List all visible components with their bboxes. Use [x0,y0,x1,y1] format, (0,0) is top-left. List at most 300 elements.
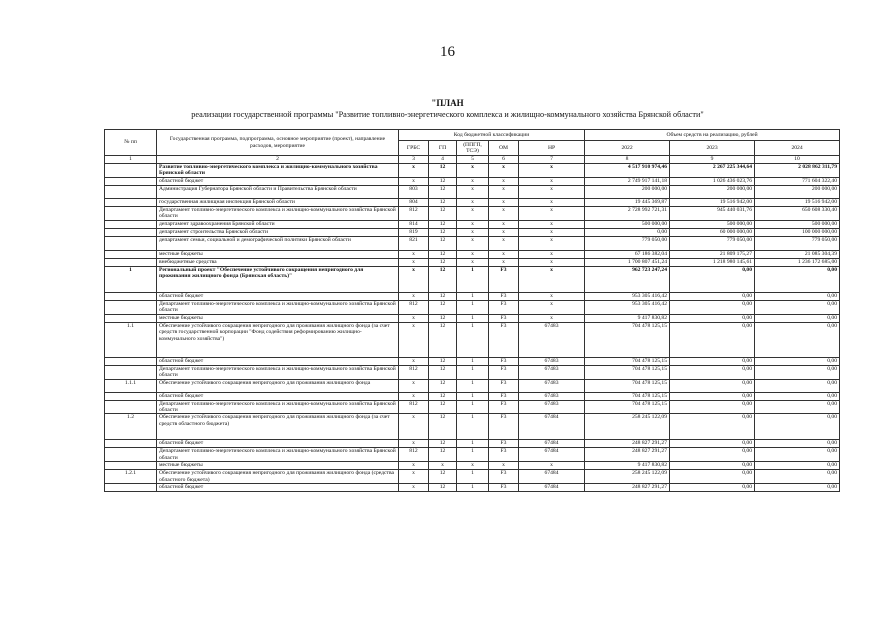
table-row [105,322,840,357]
cell-name: областной бюджет [157,392,399,400]
document-title: "ПЛАН [431,98,464,108]
cell-name: областной бюджет [157,178,399,186]
cell-gp: 12 [429,251,457,259]
cell-name: местные бюджеты [157,314,399,322]
cell-name: Обеспечение устойчивого сокращения непригодного для проживания жилищного фонда (средства областного бюджета) [157,470,399,484]
cell-num [105,357,157,365]
cell-om: F3 [489,400,519,414]
cell-gp: 12 [429,293,457,301]
cell-grbs: х [399,322,429,357]
cell-2022: 0,00 [585,229,670,237]
cell-ppgp: 1 [457,392,489,400]
cell-om: х [489,259,519,267]
table-row [105,448,840,462]
cell-ppgp: х [457,221,489,229]
cell-gp: 12 [429,186,457,199]
header-num: № пп [105,130,157,156]
cell-grbs: 803 [399,186,429,199]
cell-om: F3 [489,267,519,293]
cell-om: F3 [489,392,519,400]
cell-nr: х [519,267,585,293]
cell-2023: 0,00 [670,357,755,365]
cell-ppgp: 1 [457,448,489,462]
cell-2023: 2 267 225 344,64 [670,164,755,178]
cell-name: Департамент топливно-энергетического комплекса и жилищно-коммунального хозяйства Брянской области [157,448,399,462]
cell-ppgp: 1 [457,470,489,484]
cell-ppgp: х [457,207,489,221]
cell-2023: 779 050,00 [670,237,755,251]
cell-name: областной бюджет [157,440,399,448]
table-row [105,259,840,267]
column-number: 5 [457,156,489,164]
column-number: 3 [399,156,429,164]
cell-grbs: х [399,484,429,492]
cell-num [105,221,157,229]
cell-nr: 67484 [519,448,585,462]
cell-ppgp: 1 [457,314,489,322]
table-row [105,186,840,199]
cell-nr: 67484 [519,470,585,484]
cell-2024: 0,00 [755,379,840,392]
cell-2024: 0,00 [755,357,840,365]
cell-2022: 953 305 416,42 [585,293,670,301]
cell-name: Региональный проект "Обеспечение устойчивого сокращения непригодного для проживания жилищного фонда (Брянская область)" [157,267,399,293]
cell-name: Обеспечение устойчивого сокращения непригодного для проживания жилищного фонда (за счет средств областного бюджета) [157,414,399,440]
cell-2024: 0,00 [755,293,840,301]
cell-2023: 0,00 [670,448,755,462]
table-row [105,484,840,492]
cell-2024: 21 085 304,39 [755,251,840,259]
cell-2022: 2 749 917 141,18 [585,178,670,186]
cell-ppgp: х [457,237,489,251]
cell-num: 1.1 [105,322,157,357]
column-number: 10 [755,156,840,164]
column-number: 8 [585,156,670,164]
cell-name: Департамент топливно-энергетического комплекса и жилищно-коммунального хозяйства Брянской области [157,207,399,221]
cell-gp: 12 [429,199,457,207]
cell-2023: 0,00 [670,440,755,448]
header-budget-codes: Код бюджетной классификации [399,130,585,141]
cell-nr: х [519,186,585,199]
table-row [105,392,840,400]
cell-gp: 12 [429,221,457,229]
cell-om: F3 [489,357,519,365]
cell-num [105,365,157,379]
cell-num [105,207,157,221]
cell-2023: 1 218 980 145,61 [670,259,755,267]
cell-num [105,178,157,186]
cell-2023: 0,00 [670,484,755,492]
cell-2022: 258 245 122,09 [585,470,670,484]
cell-ppgp: х [457,178,489,186]
cell-2024: 771 604 322,40 [755,178,840,186]
cell-om: F3 [489,322,519,357]
cell-2023: 0,00 [670,322,755,357]
cell-grbs: х [399,164,429,178]
cell-name: Департамент топливно-энергетического комплекса и жилищно-коммунального хозяйства Брянской области [157,301,399,315]
table-row [105,251,840,259]
cell-name: Департамент топливно-энергетического комплекса и жилищно-коммунального хозяйства Брянской области [157,365,399,379]
table-row [105,237,840,251]
cell-gp: 12 [429,322,457,357]
cell-nr: х [519,237,585,251]
cell-num [105,164,157,178]
cell-om: х [489,251,519,259]
cell-num [105,229,157,237]
cell-name: Департамент топливно-энергетического комплекса и жилищно-коммунального хозяйства Брянской области [157,400,399,414]
cell-gp: 12 [429,470,457,484]
table-row [105,207,840,221]
cell-gp: 12 [429,229,457,237]
cell-ppgp: х [457,259,489,267]
cell-grbs: 819 [399,229,429,237]
cell-grbs: 812 [399,301,429,315]
cell-ppgp: х [457,164,489,178]
cell-name: местные бюджеты [157,462,399,470]
cell-nr: х [519,251,585,259]
cell-nr: х [519,462,585,470]
cell-ppgp: 1 [457,414,489,440]
cell-gp: х [429,462,457,470]
cell-nr: 67484 [519,414,585,440]
cell-om: х [489,229,519,237]
column-number: 7 [519,156,585,164]
cell-ppgp: х [457,251,489,259]
cell-2022: 704 478 125,15 [585,392,670,400]
column-number: 9 [670,156,755,164]
cell-2022: 2 728 992 721,31 [585,207,670,221]
cell-nr: 67483 [519,392,585,400]
table-row [105,267,840,293]
table-row [105,293,840,301]
page-number: 16 [440,44,455,60]
cell-name: областной бюджет [157,293,399,301]
table-row [105,365,840,379]
cell-2023: 19 516 942,00 [670,199,755,207]
cell-nr: х [519,293,585,301]
cell-2024: 650 608 330,40 [755,207,840,221]
cell-2024: 200 000,00 [755,186,840,199]
cell-om: х [489,462,519,470]
table-row [105,400,840,414]
column-number: 6 [489,156,519,164]
cell-om: F3 [489,379,519,392]
cell-2022: 200 000,00 [585,186,670,199]
cell-nr: 67483 [519,357,585,365]
cell-2022: 1 700 807 451,24 [585,259,670,267]
cell-2022: 248 827 291,27 [585,484,670,492]
cell-om: F3 [489,293,519,301]
cell-om: F3 [489,365,519,379]
cell-2022: 248 827 291,27 [585,440,670,448]
cell-2024: 779 050,00 [755,237,840,251]
cell-2024: 0,00 [755,301,840,315]
cell-name: областной бюджет [157,357,399,365]
column-number-row [105,156,840,164]
document-subtitle: реализации государственной программы "Развитие топливно-энергетического комплекса и жилищно-коммунального хозяйства Брянской области" [191,110,704,119]
cell-grbs: х [399,178,429,186]
table-row [105,470,840,484]
cell-grbs: 812 [399,207,429,221]
cell-2022: 704 478 125,15 [585,322,670,357]
cell-grbs: х [399,392,429,400]
cell-2024: 2 028 862 311,79 [755,164,840,178]
cell-nr: 67483 [519,379,585,392]
cell-om: F3 [489,414,519,440]
cell-nr: х [519,164,585,178]
header-gp: ГП [429,141,457,156]
cell-name: Обеспечение устойчивого сокращения непригодного для проживания жилищного фонда (за счет средств государственной корпорации "Фонд содействия реформированию жилищно-коммунального хозяйства") [157,322,399,357]
cell-2024: 1 236 172 685,00 [755,259,840,267]
cell-gp: 12 [429,392,457,400]
cell-2022: 953 305 416,42 [585,301,670,315]
cell-2022: 9 417 830,82 [585,462,670,470]
cell-ppgp: 1 [457,484,489,492]
cell-2023: 21 809 175,27 [670,251,755,259]
cell-gp: 12 [429,400,457,414]
cell-name: департамент здравоохранения Брянской области [157,221,399,229]
cell-om: F3 [489,470,519,484]
cell-grbs: х [399,470,429,484]
cell-gp: 12 [429,237,457,251]
cell-ppgp: 1 [457,440,489,448]
cell-2024: 0,00 [755,365,840,379]
cell-2022: 19 445 369,87 [585,199,670,207]
header-year-2024: 2024 [755,141,840,156]
cell-om: х [489,186,519,199]
cell-ppgp: 1 [457,322,489,357]
cell-2022: 704 478 125,15 [585,400,670,414]
cell-2024: 0,00 [755,414,840,440]
cell-2022: 962 723 247,24 [585,267,670,293]
cell-ppgp: 1 [457,365,489,379]
cell-grbs: х [399,357,429,365]
header-year-2022: 2022 [585,141,670,156]
cell-2024: 100 000 000,00 [755,229,840,237]
table-row [105,314,840,322]
cell-om: х [489,221,519,229]
cell-2023: 0,00 [670,293,755,301]
table-row [105,178,840,186]
cell-2023: 945 440 031,76 [670,207,755,221]
cell-2024: 0,00 [755,400,840,414]
cell-om: F3 [489,440,519,448]
cell-2024: 0,00 [755,484,840,492]
cell-om: F3 [489,301,519,315]
cell-num [105,392,157,400]
table-row [105,379,840,392]
cell-grbs: 821 [399,237,429,251]
cell-gp: 12 [429,164,457,178]
cell-2022: 500 000,00 [585,221,670,229]
cell-grbs: х [399,267,429,293]
header-ppgp: (ППГП, ТСЭ) [457,141,489,156]
cell-num [105,301,157,315]
cell-2022: 704 478 125,15 [585,365,670,379]
cell-num [105,186,157,199]
cell-num [105,293,157,301]
cell-num [105,440,157,448]
cell-om: х [489,178,519,186]
cell-nr: 67483 [519,365,585,379]
cell-om: х [489,199,519,207]
cell-2022: 779 050,00 [585,237,670,251]
cell-num [105,259,157,267]
cell-ppgp: 1 [457,301,489,315]
cell-2024: 0,00 [755,314,840,322]
cell-grbs: 812 [399,448,429,462]
cell-nr: 67484 [519,440,585,448]
cell-grbs: 814 [399,221,429,229]
table-body [105,156,840,492]
cell-gp: 12 [429,484,457,492]
header-nr: НР [519,141,585,156]
cell-ppgp: 1 [457,267,489,293]
cell-gp: 12 [429,207,457,221]
table-row [105,164,840,178]
cell-name: Администрация Губернатора Брянской области и Правительства Брянской области [157,186,399,199]
cell-grbs: х [399,440,429,448]
cell-grbs: 812 [399,365,429,379]
cell-grbs: х [399,314,429,322]
cell-nr: х [519,221,585,229]
cell-ppgp: 1 [457,357,489,365]
table-row [105,229,840,237]
cell-grbs: 812 [399,400,429,414]
cell-num [105,314,157,322]
cell-name: департамент строительства Брянской области [157,229,399,237]
table-row [105,357,840,365]
cell-2023: 200 000,00 [670,186,755,199]
cell-gp: 12 [429,379,457,392]
cell-ppgp: 1 [457,293,489,301]
cell-2023: 500 000,00 [670,221,755,229]
cell-2023: 0,00 [670,379,755,392]
table-header [105,130,840,156]
cell-2023: 0,00 [670,301,755,315]
cell-2022: 67 186 382,04 [585,251,670,259]
cell-2023: 0,00 [670,267,755,293]
table-row [105,414,840,440]
cell-2023: 0,00 [670,414,755,440]
cell-num [105,237,157,251]
cell-gp: 12 [429,448,457,462]
column-number: 1 [105,156,157,164]
cell-num [105,251,157,259]
header-year-2023: 2023 [670,141,755,156]
cell-2024: 0,00 [755,440,840,448]
cell-2023: 0,00 [670,400,755,414]
cell-gp: 12 [429,178,457,186]
cell-2022: 9 417 830,82 [585,314,670,322]
table-row [105,301,840,315]
cell-name: государственная жилищная инспекция Брянской области [157,199,399,207]
cell-2024: 0,00 [755,448,840,462]
cell-num: 1 [105,267,157,293]
cell-nr: х [519,301,585,315]
header-grbs: ГРБС [399,141,429,156]
cell-ppgp: 1 [457,379,489,392]
cell-gp: 12 [429,267,457,293]
cell-2022: 704 478 125,15 [585,357,670,365]
cell-2023: 0,00 [670,314,755,322]
cell-2022: 704 478 125,15 [585,379,670,392]
cell-2023: 60 000 000,00 [670,229,755,237]
cell-2024: 500 000,00 [755,221,840,229]
cell-gp: 12 [429,414,457,440]
cell-num [105,448,157,462]
cell-name: внебюджетные средства [157,259,399,267]
cell-gp: 12 [429,440,457,448]
cell-num [105,462,157,470]
cell-ppgp: х [457,199,489,207]
header-name: Государственная программа, подпрограмма, основное мероприятие (проект), направление расходов, мероприятие [157,130,399,156]
header-om: ОМ [489,141,519,156]
cell-ppgp: х [457,229,489,237]
cell-2024: 19 516 942,00 [755,199,840,207]
cell-om: х [489,164,519,178]
cell-nr: х [519,207,585,221]
cell-name: областной бюджет [157,484,399,492]
cell-num [105,400,157,414]
cell-gp: 12 [429,314,457,322]
table-row [105,440,840,448]
cell-gp: 12 [429,357,457,365]
cell-nr: х [519,314,585,322]
cell-grbs: 804 [399,199,429,207]
cell-nr: х [519,229,585,237]
cell-grbs: х [399,259,429,267]
cell-2022: 4 517 910 974,46 [585,164,670,178]
cell-om: F3 [489,314,519,322]
cell-nr: 67484 [519,484,585,492]
cell-nr: х [519,259,585,267]
cell-gp: 12 [429,301,457,315]
cell-num: 1.2.1 [105,470,157,484]
cell-om: х [489,207,519,221]
cell-num: 1.2 [105,414,157,440]
cell-ppgp: х [457,186,489,199]
cell-om: F3 [489,484,519,492]
cell-nr: 67483 [519,322,585,357]
cell-name: местные бюджеты [157,251,399,259]
cell-name: департамент семьи, социальной и демографической политики Брянской области [157,237,399,251]
cell-name: Развитие топливно-энергетического комплекса и жилищно-коммунального хозяйства Брянской области [157,164,399,178]
cell-grbs: х [399,379,429,392]
cell-ppgp: 1 [457,400,489,414]
cell-2023: 0,00 [670,462,755,470]
plan-table [104,129,840,492]
cell-nr: х [519,199,585,207]
cell-2024: 0,00 [755,470,840,484]
header-funding: Объем средств на реализацию, рублей [585,130,840,141]
cell-num [105,484,157,492]
cell-2023: 0,00 [670,392,755,400]
cell-grbs: х [399,462,429,470]
cell-2022: 248 827 291,27 [585,448,670,462]
column-number: 4 [429,156,457,164]
column-number: 2 [157,156,399,164]
cell-om: х [489,237,519,251]
cell-num: 1.1.1 [105,379,157,392]
cell-om: F3 [489,448,519,462]
cell-name: Обеспечение устойчивого сокращения непригодного для проживания жилищного фонда [157,379,399,392]
cell-2022: 258 245 122,09 [585,414,670,440]
cell-grbs: х [399,414,429,440]
cell-ppgp: х [457,462,489,470]
cell-nr: х [519,178,585,186]
cell-2023: 0,00 [670,365,755,379]
